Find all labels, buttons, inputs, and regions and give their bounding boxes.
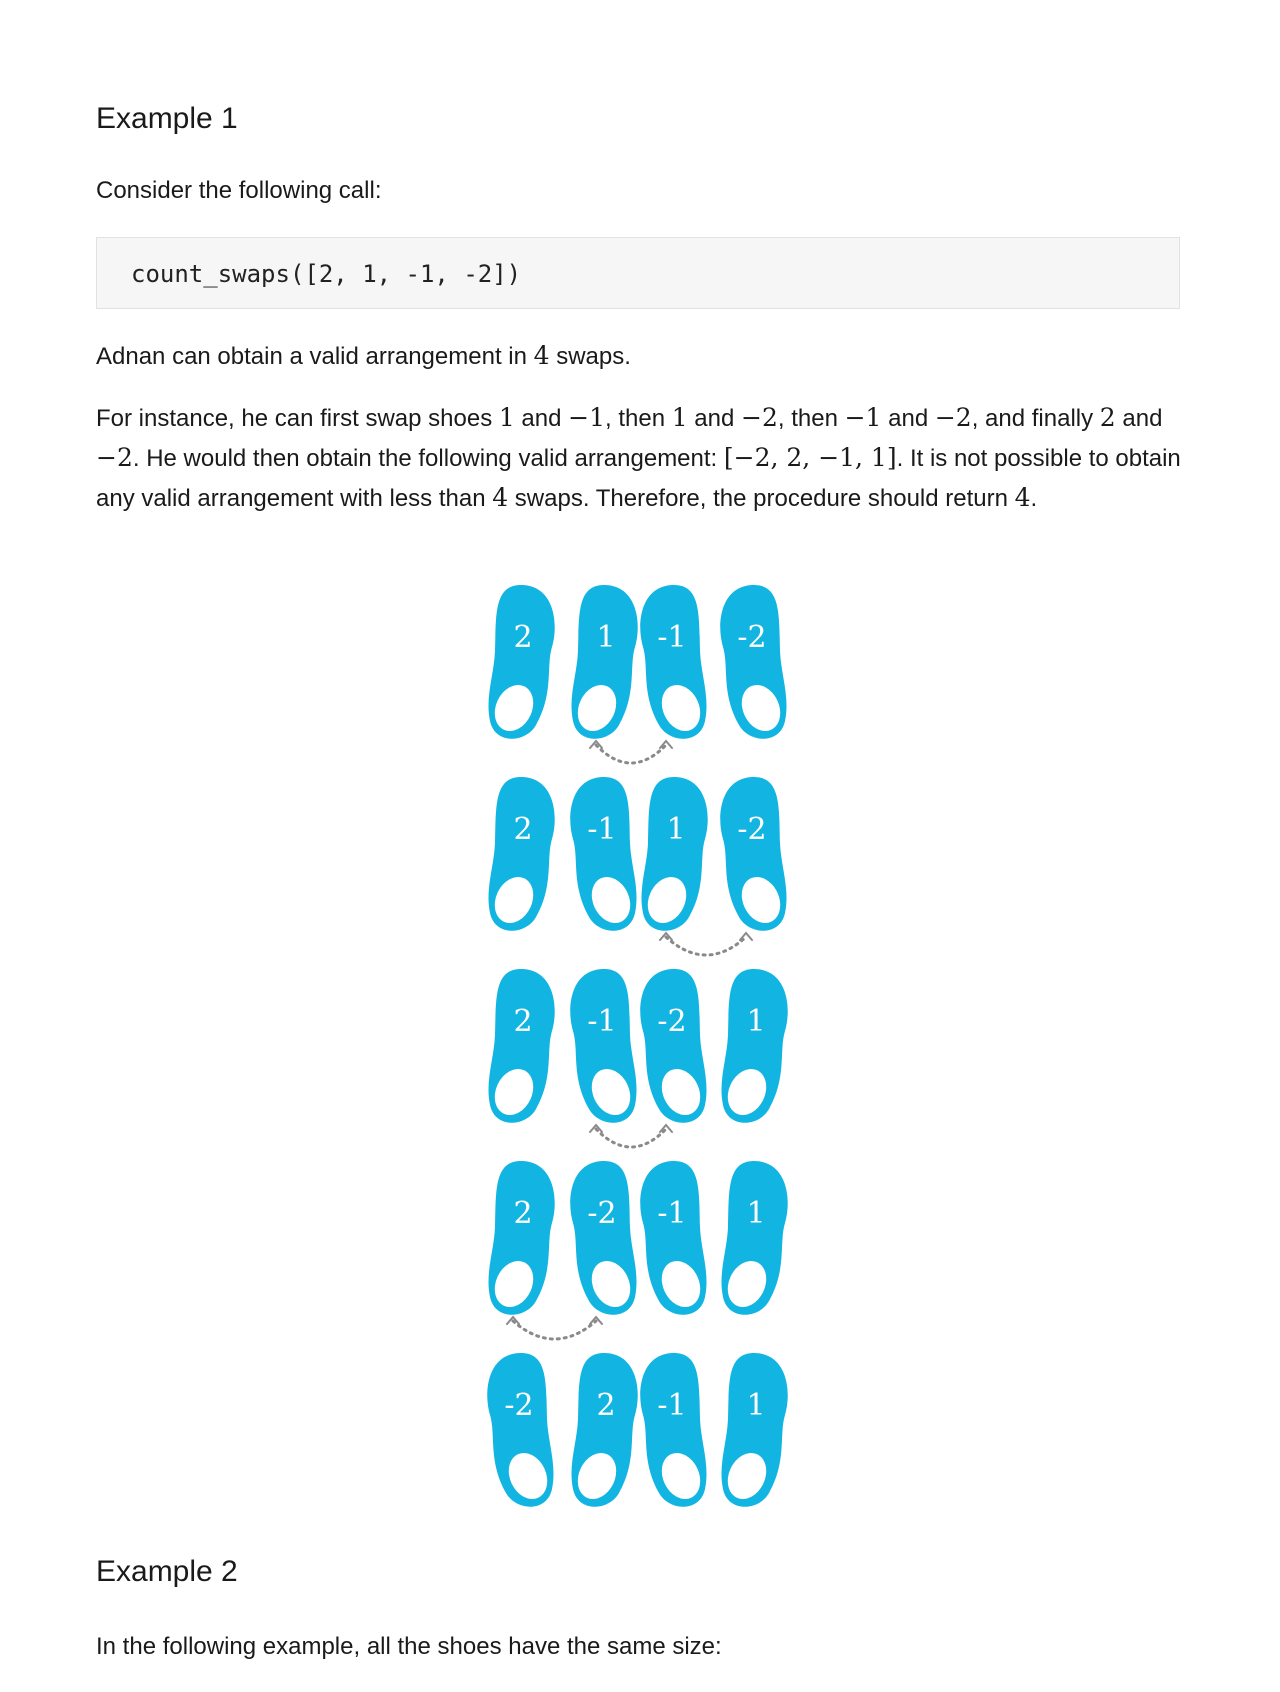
shoe-size-label: 1	[746, 1004, 766, 1039]
shoe-size-label: 1	[666, 812, 686, 847]
shoe-row-5-pos-4	[721, 1353, 788, 1507]
shoe-size-label: -1	[587, 1004, 617, 1039]
shoe-size-label: 1	[746, 1196, 766, 1231]
shoe-row-5-pos-1	[487, 1353, 554, 1507]
shoe-row-1-pos-3	[640, 585, 707, 739]
shoe-size-label: -2	[504, 1388, 534, 1423]
shoe-size-label: -2	[587, 1196, 617, 1231]
shoe-row-4-pos-4	[721, 1161, 788, 1315]
shoe-size-label: -1	[587, 812, 617, 847]
shoe-row-2-pos-3	[641, 777, 708, 931]
shoe-row-1-pos-4	[720, 585, 787, 739]
shoe-size-label: -1	[657, 1196, 687, 1231]
shoe-size-label: 2	[513, 1004, 533, 1039]
shoe-size-label: 1	[746, 1388, 766, 1423]
code-call: count_swaps([2, 1, -1, -2])	[131, 260, 522, 288]
shoe-size-label: 2	[513, 620, 533, 655]
example-1-intro: Consider the following call:	[96, 177, 382, 204]
shoe-row-1-pos-2	[571, 585, 638, 739]
explanation-paragraph: For instance, he can first swap shoes 1 and −1, then 1 and −2, then −1 and −2, and finally 2 and −2. He would then obtain the following valid arrangement: [−2, 2, −1, 1]. It is not possible to obtain any valid arrangement with less than 4 swaps. Therefore, the procedure should return 4.	[96, 403, 1181, 512]
shoe-row-3-pos-4	[721, 969, 788, 1123]
shoe-row-2-pos-2	[570, 777, 637, 931]
shoe-size-label: 2	[513, 812, 533, 847]
example-2-heading: Example 2	[96, 1555, 238, 1588]
shoe-size-label: -1	[657, 620, 687, 655]
shoe-row-3-pos-2	[570, 969, 637, 1123]
shoe-size-label: 2	[596, 1388, 616, 1423]
shoe-row-3-pos-1	[488, 969, 555, 1123]
shoe-size-label: -2	[737, 812, 767, 847]
shoe-size-label: 1	[596, 620, 616, 655]
shoe-row-4-pos-1	[488, 1161, 555, 1315]
swap-arrow-row-1	[590, 741, 672, 763]
shoe-row-4-pos-3	[640, 1161, 707, 1315]
shoe-row-1-pos-1	[488, 585, 555, 739]
swap-arrow-row-3	[590, 1125, 672, 1147]
swap-arrow-row-4	[507, 1317, 602, 1339]
shoe-size-label: -2	[657, 1004, 687, 1039]
shoe-size-label: 2	[513, 1196, 533, 1231]
shoe-size-label: -1	[657, 1388, 687, 1423]
result-sentence: Adnan can obtain a valid arrangement in 4 swaps.	[96, 341, 631, 370]
shoe-row-5-pos-3	[640, 1353, 707, 1507]
shoe-row-4-pos-2	[570, 1161, 637, 1315]
shoe-size-label: -2	[737, 620, 767, 655]
shoe-row-2-pos-1	[488, 777, 555, 931]
example-1-heading: Example 1	[96, 102, 238, 135]
swap-arrow-row-2	[660, 933, 752, 955]
shoe-row-2-pos-4	[720, 777, 787, 931]
shoe-row-3-pos-3	[640, 969, 707, 1123]
shoe-row-5-pos-2	[571, 1353, 638, 1507]
math-swap-count: 4	[533, 341, 550, 370]
example-2-intro: In the following example, all the shoes have the same size:	[96, 1633, 722, 1660]
